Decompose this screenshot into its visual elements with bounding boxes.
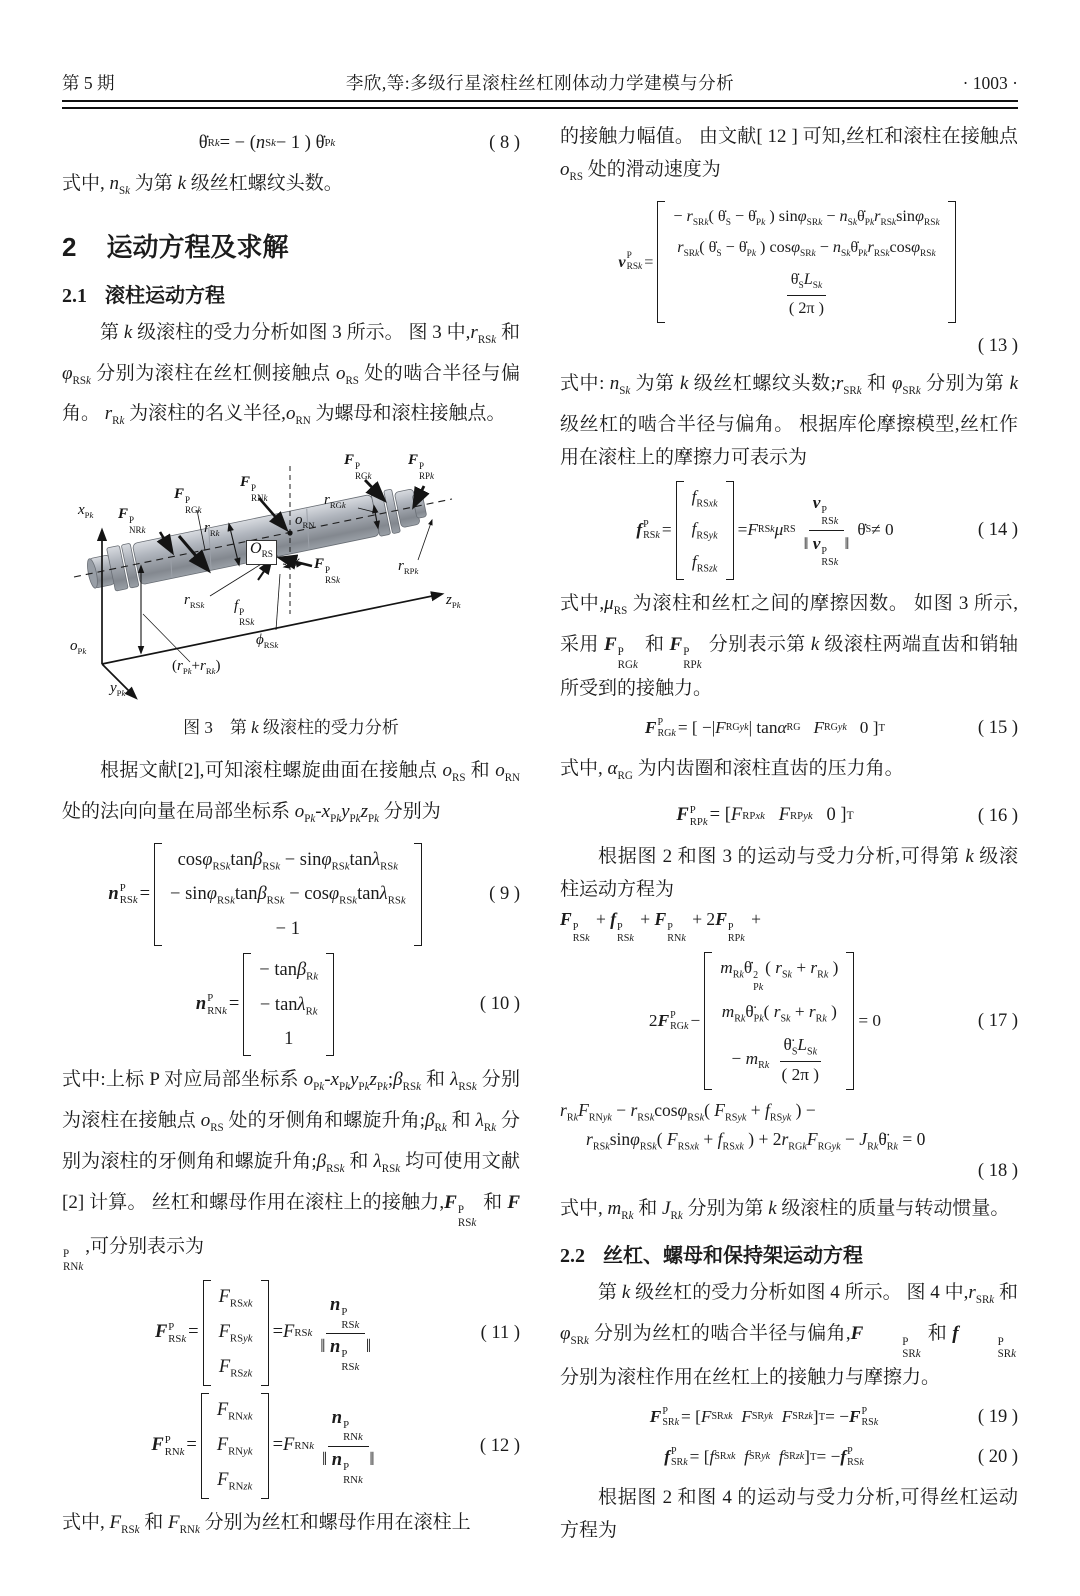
- paragraph: 式中, $m_{Rk}$ 和 $J_{Rk}$ 分别为第 k 级滚柱的质量与转动惯量。: [560, 1197, 1010, 1222]
- paragraph: 根据图 2 和图 3 的运动与受力分析,可得第 k 级滚柱运动方程为: [560, 845, 1018, 900]
- equation-17: 2 F P RGk − $m_{Rk}\thetȧ$ 2 Pk ( $r_{Sk} + r_{Rk}$ ) $m_{Rk}\thetä_{Pk}$( $r_{Sk} + r_{Rk}$ ) − $m_{Rk}$ $\frac{\thetä_SL_{Sk}}{( 2\pi )}$ = 0 ( 17 ): [560, 952, 1018, 1090]
- equation-13-number: ( 13 ): [977, 335, 1018, 356]
- equation-16: F P RPk = [ F RPxk F RPyk 0 ] T ( 16 ): [676, 803, 1018, 829]
- paragraph: 根据图 2 和图 4 的运动与受力分析,可得丝杠运动方程为: [560, 1486, 1018, 1541]
- left-column: [62, 120, 520, 1547]
- figure-3-caption: 图 3 第 k 级滚柱的受力分析: [183, 718, 399, 738]
- page-number: · 1003 ·: [962, 73, 1018, 93]
- paragraph: 式中, $\alpha_{RG}$ 为内齿圈和滚柱直齿的压力角。: [560, 757, 904, 782]
- figure-label-xpk: $x_{Pk}$: [78, 502, 94, 521]
- figure-label-rpk-plus-rrk: $(r_{Pk}+r_{Rk})$: [172, 658, 221, 677]
- figure-label-rrgk: $r_{RGk}$: [324, 492, 346, 511]
- section-2-2-heading: 2.2 丝杠、螺母和保持架运动方程: [560, 1245, 863, 1268]
- equation-18-number: ( 18 ): [977, 1160, 1018, 1181]
- page-header: [62, 70, 1018, 95]
- equation-12: F P RNk = $F_{RNxk}$ $F_{RNyk}$ $F_{RNzk}$ = F RNk n P RNk ‖ n P RNk ‖ ( 12 ): [62, 1393, 520, 1499]
- figure-label-ors: $O_{RS}$: [246, 540, 277, 565]
- right-column: [560, 120, 1018, 1547]
- paragraph: 根据文献[2],可知滚柱螺旋曲面在接触点 $o_{RS}$ 和 $o_{RN}$ 处的法向向量在局部坐标系 $o_{Pk}-x_{Pk}y_{Pk}z_{Pk}$ 分别为: [62, 760, 520, 825]
- figure-label-fnrk: F P NRk: [118, 506, 146, 536]
- section-2-heading: 2 运动方程及求解: [62, 231, 289, 262]
- rrpk-leader-line: [418, 520, 432, 560]
- equation-11: F P RSk = $F_{RSxk}$ $F_{RSyk}$ $F_{RSzk}$ = F RSk n P RSk ‖ n P RSk ‖ ( 11 ): [62, 1280, 520, 1386]
- paragraph: 式中, $n_{Sk}$ 为第 k 级丝杠螺纹头数。: [62, 173, 343, 197]
- figure-label-frpk: F P RPk: [408, 452, 435, 482]
- orn-contact-point: [287, 531, 292, 536]
- paragraph: 式中, $F_{RSk}$ 和 $F_{RNk}$ 分别为丝杠和螺母作用在滚柱上: [62, 1512, 471, 1537]
- z-axis: [102, 594, 442, 664]
- figure-label-frnk: F P RNk: [240, 474, 268, 504]
- equation-17-line1: F P RSk + f P RSk + F P RNk + 2F P RPk +: [560, 908, 762, 945]
- equation-10: n P RNk = − tanβ$_{Rk}$ − tanλ$_{Rk}$ 1 ( 10 ): [62, 953, 520, 1056]
- paragraph: 第 k 级丝杠的受力分析如图 4 所示。 图 4 中$,r_{SRk}$ 和 $\varphi_{SRk}$ 分别为丝杠的啮合半径与偏角,F P SRk 和 f P SRk 分别为滚柱作用在丝杠上的接触力与摩擦力。: [560, 1282, 1018, 1388]
- header-rule: [62, 100, 1018, 109]
- figure-label-zpk: $z_{Pk}$: [446, 592, 461, 611]
- running-title: 李欣,等:多级行星滚柱丝杠刚体动力学建模与分析: [345, 73, 735, 93]
- figure-label-opk: $o_{Pk}$: [70, 638, 87, 657]
- figure-label-frgk-right: F P RGk: [344, 452, 372, 482]
- equation-19: F P SRk = [ F SRxk F SRyk F SRzk ] T = − F P RSk ( 19 ): [649, 1405, 1018, 1429]
- equation-9: n P RSk = cosφ$_{RSk}$tanβ$_{RSk}$ − sinφ$_{RSk}$tanλ$_{RSk}$ − sinφ$_{RSk}$tanβ$_{RSk}$ − cosφ$_{RSk}$tanλ$_{RSk}$ − 1 ( 9 ): [62, 843, 520, 946]
- equation-8: θ̇ Rk = − ( n Sk − 1 ) θ̇ Pk ( 8 ): [198, 132, 520, 153]
- phi-label-leader: [276, 574, 280, 630]
- figure-label-frgk-left: F P RGk: [174, 486, 202, 516]
- equation-20: f P SRk = [ f SRxk f SRyk f SRzk ] T = − f P RSk ( 20 ): [664, 1445, 1018, 1469]
- figure-3-diagram: [62, 446, 520, 706]
- equation-14: f P RSk = $f_{RSxk}$ $f_{RSyk}$ $f_{RSzk}$ = F RSk μ RS v P RSk ‖ v P RSk ‖ θ̇ S ≠ 0 ( 14 ): [560, 481, 1018, 580]
- figure-label-rrk: $r_{Rk}$: [204, 520, 220, 539]
- equation-13: v P RSk = − $r_{SRk}$( $\thetȧ_S$ − $\thetȧ_{Pk}$ ) $\sin\varphi_{SRk} - n_{Sk}\thetȧ_{Pk}r_{RSk}\sin\varphi_{RSk}$ $r_{SRk}$( $\thetȧ_S$ − $\thetȧ_{Pk}$ ) $\cos\varphi_{SRk} - n_{Sk}\thetȧ_{Pk}r_{RSk}\cos\varphi_{RSk}$ $\frac{\thetȧ_SL_{Sk}}{( 2\pi )}$: [560, 201, 1018, 323]
- figure-label-phi-rsk: $\phi_{RSk}$: [256, 632, 279, 651]
- journal-issue: 第 5 期: [62, 73, 115, 93]
- roller-3d-diagram: [62, 446, 520, 706]
- figure-label-frsk: F P RSk: [314, 556, 341, 586]
- equation-15: F P RGk = [ −| F RGyk | tan α RG F RGyk 0 ] T ( 15 ): [644, 716, 1018, 740]
- paragraph: 式中: $n_{Sk}$ 为第 k 级丝杠螺纹头数$;r_{SRk}$ 和 $\varphi_{SRk}$ 分别为第 k 级丝杠的啮合半径与偏角。 根据库伦摩擦模型,丝杠作用在滚柱上的摩擦力可表示为: [560, 372, 1018, 468]
- figure-label-frsk-friction: f P RSk: [234, 598, 255, 628]
- figure-label-ypk: $y_{Pk}$: [110, 680, 126, 699]
- figure-label-rrpk: $r_{RPk}$: [398, 558, 419, 577]
- figure-label-rrsk: $r_{RSk}$: [184, 592, 205, 611]
- section-2-1-heading: 2.1 滚柱运动方程: [62, 284, 225, 307]
- figure-label-orn: $o_{RN}$: [295, 512, 315, 531]
- equation-18-line2: $r_{RSk}\sin\varphi_{RSk}$( $F_{RSxk} + f_{RSxk}$ ) + $2r_{RGk}F_{RGyk}$ − $J_{Rk}\thetä_{Rk} = 0$: [586, 1128, 926, 1153]
- equation-18-line1: $r_{Rk}F_{RNyk} - r_{RSk}\cos\varphi_{RSk}$( $F_{RSyk} + f_{RSyk}$ ) −: [560, 1100, 816, 1124]
- paragraph: 第 k 级滚柱的受力分析如图 3 所示。 图 3 中$,r_{RSk}$ 和 $\varphi_{RSk}$ 分别为滚柱在丝杠侧接触点 $o_{RS}$ 处的啮合半径与偏角。 $r_{Rk}$ 为滚柱的名义半径$,o_{RN}$ 为螺母和滚柱接触点。: [62, 321, 520, 428]
- paragraph: 式中:上标 P 对应局部坐标系 $o_{Pk}-x_{Pk}y_{Pk}z_{Pk};\beta_{RSk}$ 和 $\lambda_{RSk}$ 分别为滚柱在接触点 $o_{RS}$ 处的牙侧角和螺旋升角$;\beta_{Rk}$ 和 $\lambda_{Rk}$ 分别为滚柱的牙侧角和螺旋升角$;\beta_{RSk}$ 和 $\lambda_{RSk}$ 均可使用文献[2] 计算。 丝杠和螺母作用在滚柱上的接触力,F P RSk 和 F P RNk ,可分别表示为: [62, 1069, 520, 1273]
- paragraph: 的接触力幅值。 由文献[ 12 ] 可知,丝杠和滚柱在接触点 $o_{RS}$ 处的滑动速度为: [560, 126, 1018, 183]
- paragraph: 式中$,\mu_{RS}$ 为滚柱和丝杠之间的摩擦因数。 如图 3 所示,采用 F P RGk 和 F P RPk 分别表示第 k 级滚柱两端直齿和销轴所受到的接触力。: [560, 593, 1018, 699]
